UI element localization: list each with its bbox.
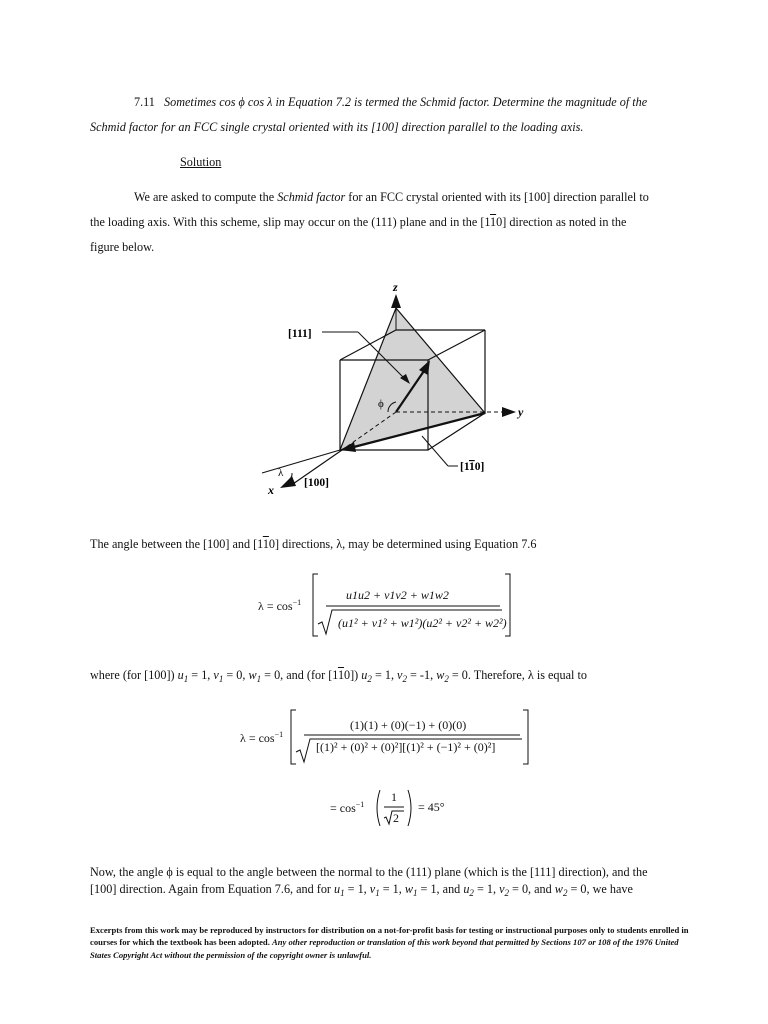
eq2-denominator: [(1)² + (0)² + (0)²][(1)² + (−1)² + (0)²] bbox=[316, 740, 496, 754]
x-axis-ext bbox=[262, 450, 340, 473]
eq2-lhs: $\lambda = \cos^{-1}$ bbox=[240, 730, 284, 745]
eq3-lhs: = $\cos^{-1}$ bbox=[330, 800, 365, 815]
label-111: [111] bbox=[288, 328, 312, 340]
label-100: [100] bbox=[304, 477, 329, 489]
fcc-slip-figure bbox=[230, 280, 540, 505]
eq3-numerator: 1 bbox=[391, 790, 397, 804]
equation-1 bbox=[258, 570, 518, 640]
label-x: x bbox=[268, 483, 274, 497]
y-axis-arrowhead bbox=[502, 407, 516, 417]
para4-line-1: Now, the angle ϕ is equal to the angle between the normal to the (111) plane (which is the [111] direction), and the bbox=[90, 865, 648, 879]
label-phi: ϕ bbox=[378, 398, 384, 410]
eq2-numerator: (1)(1) + (0)(−1) + (0)(0) bbox=[350, 718, 467, 732]
eq1-denominator: (u1² + v1² + w1²)(u2² + v2² + w2²) bbox=[338, 616, 507, 630]
para3: where (for [100]) $u_1 = 1$, $v_1 = 0$, $w_1 = 0$, and (for [110]) $u_2 = 1$, $v_2 = -1$, $w_2 = 0$. Therefore, λ is equal to bbox=[90, 668, 587, 684]
leader-1-10 bbox=[422, 436, 448, 466]
eq3-denominator: 2 bbox=[393, 811, 399, 825]
para1-line-1: We are asked to compute the Schmid factor for an FCC crystal oriented with its [100] direction parallel to bbox=[134, 190, 649, 204]
label-y: y bbox=[518, 405, 524, 419]
label-z: z bbox=[393, 280, 398, 294]
equation-3 bbox=[330, 788, 470, 828]
eq1-lhs: $\lambda = \cos^{-1}$ bbox=[258, 598, 302, 613]
eq2-brackets bbox=[290, 708, 530, 766]
copyright-footer: Excerpts from this work may be reproduced by instructors for distribution on a not-for-profit basis for testing or instructional purposes only to students enrolled in courses for which the textbook has been adopted. Any other reproduction or translation of this work beyond that permitted by Sections 107 or 108 of the 1976 United States Copyright Act without the permission of the copyright owner is unlawful. bbox=[90, 925, 689, 960]
slip-plane-111 bbox=[340, 308, 485, 450]
eq3-rhs: = 45° bbox=[418, 800, 445, 814]
para4-line-2: [100] direction. Again from Equation 7.6, and for $u_1 = 1$, $v_1 = 1$, $w_1 = 1$, and $u_2 = 1$, $v_2 = 0$, and $w_2 = 0$, we have bbox=[90, 882, 633, 898]
problem-line-1: 7.11 Sometimes cos ϕ cos λ in Equation 7.2 is termed the Schmid factor. Determine the magnitude of the bbox=[134, 95, 648, 109]
label-lambda: λ bbox=[278, 467, 284, 479]
eq1-numerator: u1u2 + v1v2 + w1w2 bbox=[346, 588, 449, 602]
z-axis-arrowhead bbox=[391, 294, 401, 308]
para1-line-2: the loading axis. With this scheme, slip may occur on the (111) plane and in the [110] direction as noted in the bbox=[90, 215, 627, 229]
equation-2 bbox=[240, 706, 540, 768]
problem-line-2: Schmid factor for an FCC single crystal oriented with its [100] direction parallel to the loading axis. bbox=[90, 120, 584, 134]
solution-heading: Solution bbox=[180, 155, 222, 169]
para1-line-3: figure below. bbox=[90, 240, 155, 254]
problem-number: 7.11 bbox=[134, 95, 155, 109]
para2: The angle between the [100] and [110] directions, λ, may be determined using Equation 7.6 bbox=[90, 537, 537, 551]
label-1-10: [110] bbox=[460, 461, 485, 473]
